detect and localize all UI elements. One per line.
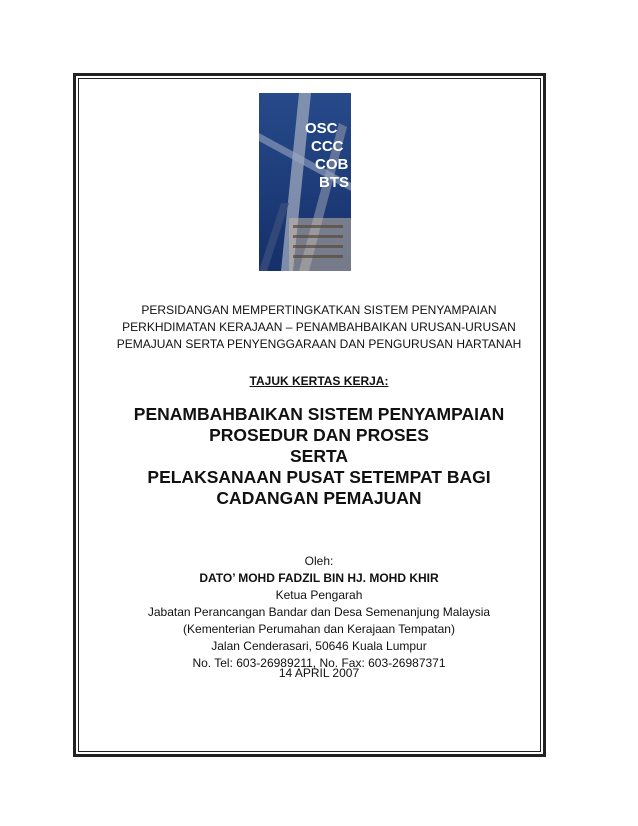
- author-contact: No. Tel: 603-26989211, No. Fax: 603-26987371: [192, 656, 446, 670]
- author-address: Jalan Cenderasari, 50646 Kuala Lumpur: [211, 639, 427, 653]
- author-position: Ketua Pengarah: [275, 588, 363, 602]
- author-block: [82, 553, 556, 672]
- conference-title: [82, 302, 556, 353]
- conference-line-1: PERSIDANGAN MEMPERTINGKATKAN SISTEM PENYAMPAIAN: [141, 303, 497, 317]
- title-line-4: PELAKSANAAN PUSAT SETEMPAT BAGI: [147, 467, 491, 487]
- paper-heading: TAJUK KERTAS KERJA:: [249, 374, 389, 388]
- by-label: Oleh:: [304, 554, 334, 568]
- title-line-5: CADANGAN PEMAJUAN: [216, 488, 422, 508]
- logo-text-1: OSC: [305, 120, 338, 137]
- title-line-3: SERTA: [289, 446, 348, 466]
- title-line-1: PENAMBAHBAIKAN SISTEM PENYAMPAIAN: [133, 404, 505, 424]
- author-department: Jabatan Perancangan Bandar dan Desa Semenanjung Malaysia: [147, 605, 491, 619]
- author-ministry: (Kementerian Perumahan dan Kerajaan Tempatan): [183, 622, 455, 636]
- logo-text-4: BTS: [319, 174, 349, 191]
- title-line-2: PROSEDUR DAN PROSES: [209, 425, 429, 445]
- logo-text-3: COB: [315, 156, 349, 173]
- logo-text-2: CCC: [311, 138, 344, 155]
- document-date: 14 APRIL 2007: [278, 666, 360, 680]
- paper-title: [82, 404, 556, 509]
- author-name: DATO’ MOHD FADZIL BIN HJ. MOHD KHIR: [199, 571, 439, 585]
- osc-logo: [259, 93, 351, 271]
- conference-line-3: PEMAJUAN SERTA PENYENGGARAAN DAN PENGURUSAN HARTANAH: [116, 337, 522, 351]
- conference-line-2: PERKHDIMATAN KERAJAAN – PENAMBAHBAIKAN URUSAN-URUSAN: [122, 320, 516, 334]
